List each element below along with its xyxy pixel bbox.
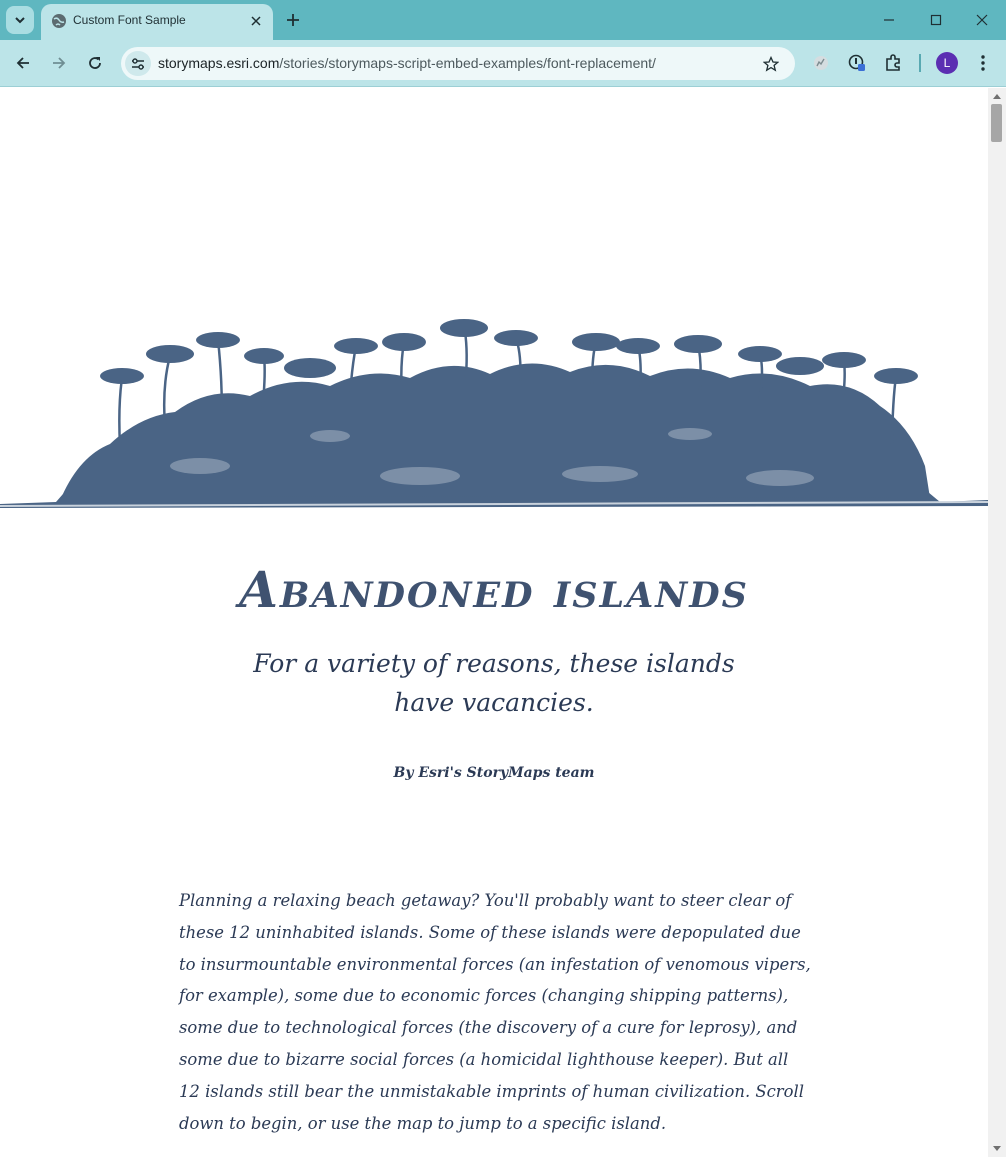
close-window-button[interactable] (969, 8, 995, 32)
page-scrollbar[interactable] (988, 88, 1006, 1157)
reload-button[interactable] (82, 50, 108, 76)
back-button[interactable] (10, 50, 36, 76)
story-subtitle: For a variety of reasons, these islands have vacancies. (253, 649, 735, 717)
more-vertical-icon (980, 54, 986, 72)
star-icon (763, 56, 779, 72)
globe-icon (51, 13, 67, 29)
triangle-up-icon (993, 93, 1001, 99)
story-title: Abandoned islands (239, 560, 749, 619)
url-host: storymaps.esri.com (158, 55, 280, 71)
tab-title: Custom Font Sample (73, 13, 186, 27)
browser-tab[interactable] (41, 4, 273, 40)
close-icon (251, 16, 261, 26)
reload-icon (87, 55, 103, 71)
minimize-button[interactable] (876, 8, 902, 32)
island-cover-image (0, 316, 988, 516)
bookmark-button[interactable] (761, 54, 781, 74)
tab-close-button[interactable] (247, 12, 265, 30)
chevron-down-icon (14, 14, 26, 26)
password-manager-icon (848, 54, 866, 72)
url-path: /stories/storymaps-script-embed-examples/font-replacement/ (279, 55, 656, 71)
extensions-menu-button[interactable] (882, 52, 904, 74)
chart-extension-icon (813, 55, 829, 71)
toolbar-divider (919, 54, 921, 72)
page-viewport (0, 88, 988, 1157)
forward-button[interactable] (46, 50, 72, 76)
extension-button[interactable] (810, 52, 832, 74)
scrollbar-thumb[interactable] (991, 104, 1002, 142)
puzzle-icon (884, 54, 902, 72)
tune-icon (131, 57, 145, 71)
browser-toolbar (0, 40, 1006, 87)
maximize-button[interactable] (923, 8, 949, 32)
browser-menu-button[interactable] (972, 52, 994, 74)
story-byline: By Esri's StoryMaps team (393, 765, 595, 781)
minimize-icon (883, 14, 895, 26)
address-bar[interactable] (121, 47, 795, 80)
arrow-right-icon (51, 55, 67, 71)
maximize-icon (930, 14, 942, 26)
tab-search-button[interactable] (6, 6, 34, 34)
plus-icon (286, 13, 300, 27)
new-tab-button[interactable] (282, 9, 304, 31)
site-info-button[interactable] (125, 51, 151, 76)
story-intro-paragraph: Planning a relaxing beach getaway? You'll probably want to steer clear of these 12 uninhabited islands. Some of these islands were depopulated due to insurmountable environmental forces (an infestation of venomous vipers, for example), some due to economic forces (changing shipping patterns), some due to technological forces (the discovery of a cure for leprosy), and some due to bizarre social forces (a homicidal lighthouse keeper). But all 12 islands still bear the unmistakable imprints of human civilization. Scroll down to begin, or use the map to jump to a specific island. (179, 891, 811, 1133)
browser-titlebar (0, 0, 1006, 40)
scroll-down-button[interactable] (988, 1141, 1006, 1157)
scroll-up-button[interactable] (988, 88, 1006, 104)
arrow-left-icon (15, 55, 31, 71)
url-text (158, 55, 656, 71)
close-icon (976, 14, 988, 26)
triangle-down-icon (993, 1146, 1001, 1152)
profile-avatar[interactable]: L (936, 52, 958, 74)
extension-button[interactable] (846, 52, 868, 74)
